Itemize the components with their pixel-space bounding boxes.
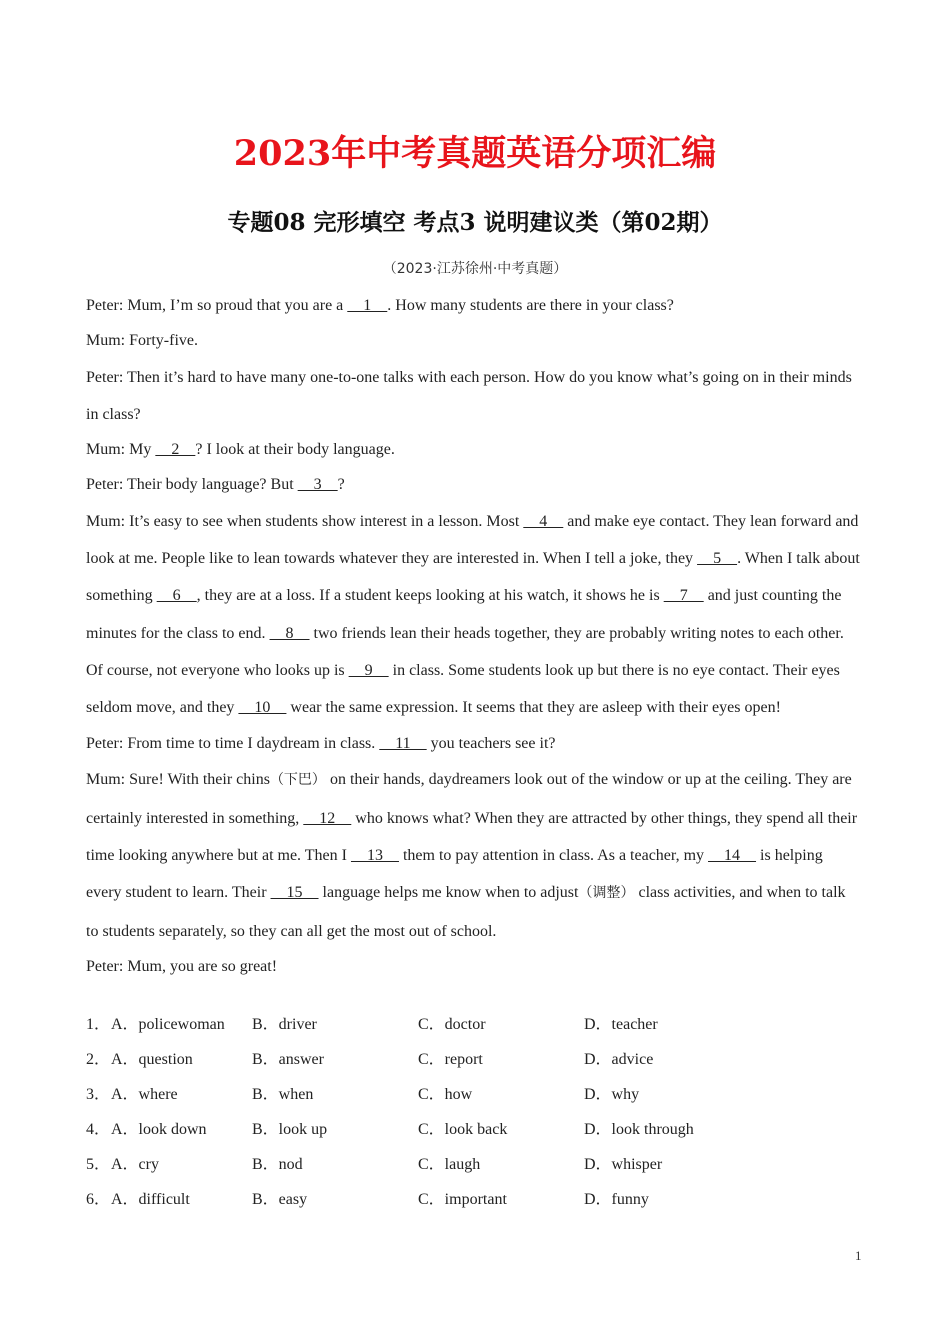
- question-number: 5．: [86, 1156, 111, 1173]
- option-a: A．look down: [111, 1121, 207, 1138]
- option-d: D．whisper: [584, 1156, 663, 1173]
- question-row: [86, 1077, 866, 1112]
- option-d: D．why: [584, 1086, 640, 1103]
- page-number: 1: [855, 1248, 862, 1263]
- question-row: [86, 1042, 866, 1077]
- option-c: C．report: [418, 1051, 483, 1068]
- blank-2: 2: [155, 441, 196, 459]
- question-row: [86, 1112, 866, 1147]
- option-d: D．teacher: [584, 1016, 658, 1033]
- dialogue-line: Mum: Forty-five.: [86, 331, 198, 349]
- question-number: 1．: [86, 1016, 111, 1033]
- option-b: B．easy: [252, 1191, 308, 1208]
- blank-9: 9: [348, 661, 389, 679]
- option-b: B．answer: [252, 1051, 324, 1068]
- blank-1: 1: [347, 297, 388, 314]
- question-source: （2023·江苏徐州·中考真题）: [382, 261, 568, 277]
- question-row: [86, 1007, 866, 1042]
- option-d: D．funny: [584, 1191, 649, 1208]
- question-number: 4．: [86, 1121, 111, 1138]
- blank-7: 7: [663, 587, 704, 605]
- answer-options: [86, 1007, 866, 1217]
- option-a: A．difficult: [111, 1191, 190, 1208]
- option-c: C．how: [418, 1086, 473, 1103]
- option-a: A．where: [111, 1086, 178, 1103]
- blank-4: 4: [523, 512, 564, 530]
- blank-12: 12: [303, 809, 352, 827]
- dialogue-line: Mum: It’s easy to see when students show interest in a lesson. Most 4 and make eye contact. They lean forward and look at me. People like to lean towards whatever they are interested in. When I tell a joke, they 5 . When I talk about something 6 , they are at a loss. If a student keeps looking at his watch, it shows he is 7 and just counting the minutes for the class to end. 8 two friends lean their heads together, they are probably writing notes to each other. Of course, not everyone who looks up is 9 in class. Some students look up but there is no eye contact. Their eyes seldom move, and they 10 wear the same expression. It seems that they are asleep with their eyes open!: [86, 512, 860, 717]
- blank-14: 14: [708, 846, 757, 864]
- dialogue-line: Mum: Sure! With their chins（下巴） on their hands, daydreamers look out of the window or up at the ceiling. They are certainly interested in something, 12 who knows what? When they are attracted by other things, they spend all their time looking anywhere but at me. Then I 13 them to pay attention in class. As a teacher, my 14 is helping every student to learn. Their 15 language helps me know when to adjust（调整） class activities, and when to talk to students separately, so they can all get the most out of school.: [86, 771, 858, 940]
- question-row: [86, 1182, 866, 1217]
- dialogue-line: Peter: From time to time I daydream in class. 11 you teachers see it?: [86, 734, 556, 752]
- blank-3: 3: [297, 475, 338, 493]
- dialogue-line: Peter: Then it’s hard to have many one-to-one talks with each person. How do you know what’s going on in their minds in class?: [86, 368, 852, 423]
- page-subtitle: 专题08 完形填空 考点3 说明建议类（第02期）: [227, 209, 723, 236]
- option-a: A．question: [111, 1051, 193, 1068]
- option-a: A．cry: [111, 1156, 159, 1173]
- page-title: 2023年中考真题英语分项汇编: [233, 133, 717, 174]
- option-b: B．look up: [252, 1121, 328, 1138]
- dialogue-line: Peter: Their body language? But 3 ?: [86, 475, 345, 493]
- option-c: C．look back: [418, 1121, 508, 1138]
- option-c: C．important: [418, 1191, 507, 1208]
- option-c: C．doctor: [418, 1016, 486, 1033]
- question-number: 6．: [86, 1191, 111, 1208]
- blank-6: 6: [156, 587, 197, 605]
- blank-15: 15: [270, 884, 319, 902]
- blank-10: 10: [238, 699, 287, 717]
- option-b: B．when: [252, 1086, 314, 1103]
- option-b: B．driver: [252, 1016, 317, 1033]
- option-c: C．laugh: [418, 1156, 481, 1173]
- blank-8: 8: [269, 624, 310, 642]
- blank-5: 5: [697, 550, 738, 568]
- option-d: D．advice: [584, 1051, 654, 1068]
- option-d: D．look through: [584, 1121, 694, 1138]
- dialogue-line: Peter: Mum, you are so great!: [86, 957, 278, 975]
- option-a: A．policewoman: [111, 1016, 225, 1033]
- dialogue-line: Mum: My 2 ? I look at their body language.: [86, 441, 395, 459]
- question-row: [86, 1147, 866, 1182]
- blank-13: 13: [350, 846, 399, 864]
- blank-11: 11: [379, 734, 427, 752]
- dialogue-line: Peter: Mum, I’m so proud that you are a 1 . How many students are there in your class?: [86, 297, 674, 314]
- cloze-passage: [86, 289, 861, 985]
- question-number: 2．: [86, 1051, 111, 1068]
- option-b: B．nod: [252, 1156, 303, 1173]
- question-number: 3．: [86, 1086, 111, 1103]
